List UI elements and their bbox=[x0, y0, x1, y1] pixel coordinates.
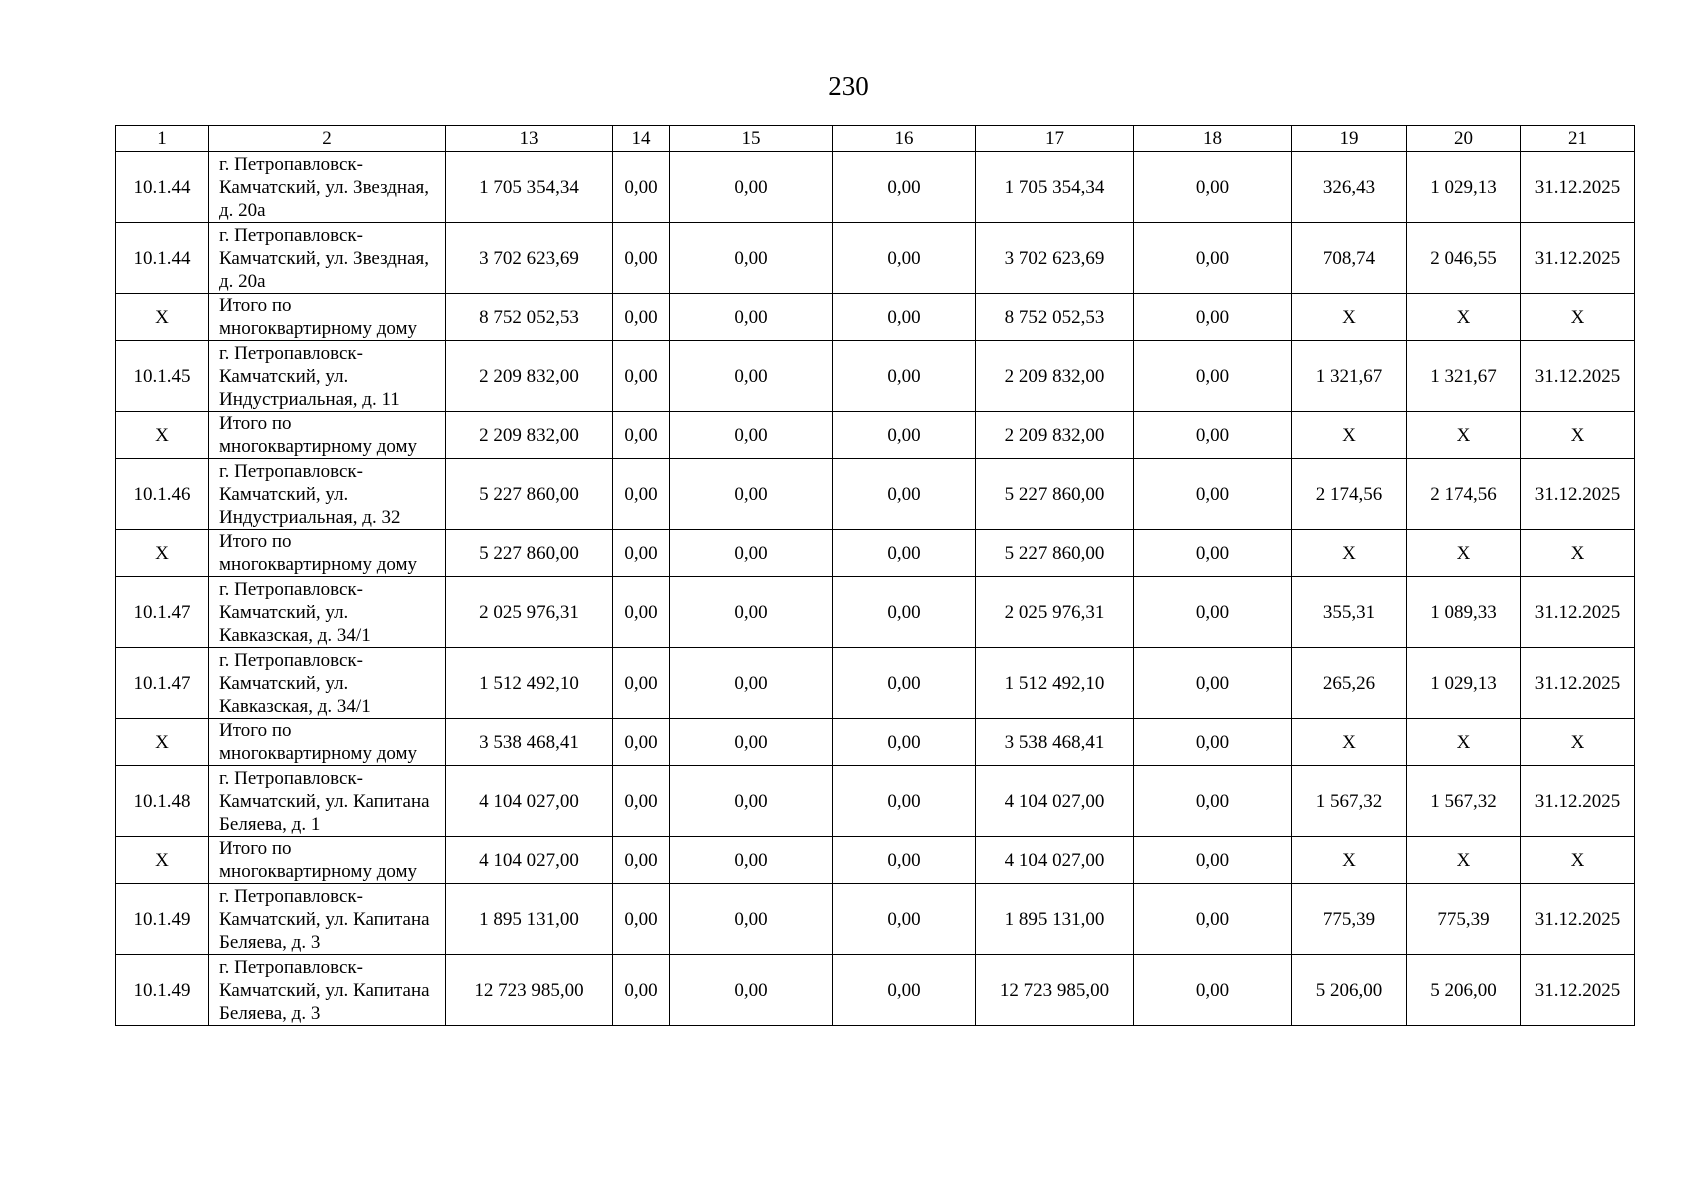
value-cell: 2 174,56 bbox=[1292, 459, 1407, 530]
value-cell: 4 104 027,00 bbox=[446, 766, 613, 837]
value-cell: 0,00 bbox=[833, 459, 976, 530]
total-row bbox=[116, 412, 1635, 459]
value-cell: 0,00 bbox=[670, 766, 833, 837]
row-number-cell: 10.1.47 bbox=[116, 577, 209, 648]
row-number-cell: 10.1.44 bbox=[116, 152, 209, 223]
register-table bbox=[115, 125, 1635, 1026]
value-cell: 2 025 976,31 bbox=[976, 577, 1134, 648]
address-cell: г. Петропавловск-Камчатский, ул. Звездная, д. 20а bbox=[209, 152, 446, 223]
table-row bbox=[116, 223, 1635, 294]
value-cell: 0,00 bbox=[833, 766, 976, 837]
value-cell: 3 538 468,41 bbox=[976, 719, 1134, 766]
value-cell: 775,39 bbox=[1292, 884, 1407, 955]
value-cell: 0,00 bbox=[613, 884, 670, 955]
value-cell: 5 227 860,00 bbox=[446, 459, 613, 530]
table-row bbox=[116, 884, 1635, 955]
value-cell: 31.12.2025 bbox=[1521, 152, 1635, 223]
value-cell: 5 206,00 bbox=[1292, 955, 1407, 1026]
value-cell: 0,00 bbox=[1134, 530, 1292, 577]
value-cell: 31.12.2025 bbox=[1521, 648, 1635, 719]
value-cell: 0,00 bbox=[670, 294, 833, 341]
value-cell: 0,00 bbox=[1134, 152, 1292, 223]
value-cell: 0,00 bbox=[1134, 412, 1292, 459]
value-cell: Х bbox=[1521, 412, 1635, 459]
value-cell: 0,00 bbox=[670, 530, 833, 577]
value-cell: 1 321,67 bbox=[1407, 341, 1521, 412]
value-cell: 0,00 bbox=[1134, 837, 1292, 884]
value-cell: 3 702 623,69 bbox=[976, 223, 1134, 294]
value-cell: Х bbox=[1521, 719, 1635, 766]
value-cell: 31.12.2025 bbox=[1521, 955, 1635, 1026]
value-cell: 12 723 985,00 bbox=[976, 955, 1134, 1026]
value-cell: 1 895 131,00 bbox=[976, 884, 1134, 955]
value-cell: 0,00 bbox=[1134, 648, 1292, 719]
value-cell: 0,00 bbox=[1134, 955, 1292, 1026]
value-cell: Х bbox=[1407, 837, 1521, 884]
value-cell: 1 705 354,34 bbox=[976, 152, 1134, 223]
row-number-cell: Х bbox=[116, 294, 209, 341]
value-cell: 8 752 052,53 bbox=[446, 294, 613, 341]
table-row bbox=[116, 341, 1635, 412]
value-cell: 0,00 bbox=[613, 530, 670, 577]
value-cell: 0,00 bbox=[670, 341, 833, 412]
row-number-cell: 10.1.48 bbox=[116, 766, 209, 837]
value-cell: 5 227 860,00 bbox=[976, 530, 1134, 577]
value-cell: 0,00 bbox=[833, 837, 976, 884]
value-cell: 1 512 492,10 bbox=[976, 648, 1134, 719]
value-cell: 0,00 bbox=[613, 459, 670, 530]
value-cell: Х bbox=[1292, 719, 1407, 766]
value-cell: Х bbox=[1521, 837, 1635, 884]
value-cell: 326,43 bbox=[1292, 152, 1407, 223]
value-cell: 0,00 bbox=[1134, 341, 1292, 412]
address-cell: г. Петропавловск-Камчатский, ул. Капитана Беляева, д. 3 bbox=[209, 955, 446, 1026]
value-cell: 4 104 027,00 bbox=[446, 837, 613, 884]
value-cell: 0,00 bbox=[613, 341, 670, 412]
value-cell: Х bbox=[1407, 719, 1521, 766]
value-cell: 2 174,56 bbox=[1407, 459, 1521, 530]
value-cell: Х bbox=[1407, 412, 1521, 459]
address-cell: г. Петропавловск-Камчатский, ул. Капитана Беляева, д. 1 bbox=[209, 766, 446, 837]
value-cell: 5 227 860,00 bbox=[976, 459, 1134, 530]
value-cell: 0,00 bbox=[833, 294, 976, 341]
row-number-cell: Х bbox=[116, 837, 209, 884]
value-cell: 0,00 bbox=[670, 955, 833, 1026]
value-cell: 0,00 bbox=[833, 884, 976, 955]
address-cell: Итого по многоквартирному дому bbox=[209, 294, 446, 341]
value-cell: 2 046,55 bbox=[1407, 223, 1521, 294]
value-cell: 1 895 131,00 bbox=[446, 884, 613, 955]
value-cell: 0,00 bbox=[613, 294, 670, 341]
table-row bbox=[116, 648, 1635, 719]
address-cell: г. Петропавловск-Камчатский, ул. Индустриальная, д. 32 bbox=[209, 459, 446, 530]
value-cell: 0,00 bbox=[670, 837, 833, 884]
value-cell: Х bbox=[1292, 294, 1407, 341]
value-cell: 1 512 492,10 bbox=[446, 648, 613, 719]
value-cell: 0,00 bbox=[670, 648, 833, 719]
value-cell: 0,00 bbox=[833, 955, 976, 1026]
value-cell: 0,00 bbox=[1134, 459, 1292, 530]
value-cell: 1 705 354,34 bbox=[446, 152, 613, 223]
row-number-cell: 10.1.47 bbox=[116, 648, 209, 719]
value-cell: Х bbox=[1292, 530, 1407, 577]
value-cell: 355,31 bbox=[1292, 577, 1407, 648]
value-cell: 0,00 bbox=[613, 766, 670, 837]
address-cell: г. Петропавловск-Камчатский, ул. Капитана Беляева, д. 3 bbox=[209, 884, 446, 955]
value-cell: 0,00 bbox=[833, 719, 976, 766]
address-cell: Итого по многоквартирному дому bbox=[209, 719, 446, 766]
value-cell: 31.12.2025 bbox=[1521, 223, 1635, 294]
column-header: 18 bbox=[1134, 126, 1292, 152]
value-cell: 3 702 623,69 bbox=[446, 223, 613, 294]
address-cell: Итого по многоквартирному дому bbox=[209, 837, 446, 884]
table-row bbox=[116, 577, 1635, 648]
value-cell: Х bbox=[1521, 530, 1635, 577]
value-cell: 0,00 bbox=[833, 152, 976, 223]
value-cell: 0,00 bbox=[1134, 577, 1292, 648]
value-cell: 0,00 bbox=[613, 577, 670, 648]
value-cell: 0,00 bbox=[613, 955, 670, 1026]
value-cell: 0,00 bbox=[833, 648, 976, 719]
address-cell: г. Петропавловск-Камчатский, ул. Кавказская, д. 34/1 bbox=[209, 648, 446, 719]
value-cell: Х bbox=[1292, 412, 1407, 459]
total-row bbox=[116, 719, 1635, 766]
page-number: 230 bbox=[828, 71, 869, 101]
value-cell: Х bbox=[1407, 530, 1521, 577]
value-cell: 0,00 bbox=[613, 837, 670, 884]
value-cell: 4 104 027,00 bbox=[976, 766, 1134, 837]
value-cell: 1 567,32 bbox=[1407, 766, 1521, 837]
value-cell: 1 321,67 bbox=[1292, 341, 1407, 412]
value-cell: Х bbox=[1407, 294, 1521, 341]
value-cell: 8 752 052,53 bbox=[976, 294, 1134, 341]
value-cell: 31.12.2025 bbox=[1521, 766, 1635, 837]
value-cell: 775,39 bbox=[1407, 884, 1521, 955]
value-cell: 265,26 bbox=[1292, 648, 1407, 719]
value-cell: 0,00 bbox=[833, 530, 976, 577]
address-cell: Итого по многоквартирному дому bbox=[209, 412, 446, 459]
value-cell: 0,00 bbox=[833, 223, 976, 294]
value-cell: Х bbox=[1292, 837, 1407, 884]
value-cell: Х bbox=[1521, 294, 1635, 341]
value-cell: 31.12.2025 bbox=[1521, 459, 1635, 530]
table-row bbox=[116, 152, 1635, 223]
value-cell: 1 089,33 bbox=[1407, 577, 1521, 648]
value-cell: 0,00 bbox=[670, 884, 833, 955]
value-cell: 0,00 bbox=[833, 412, 976, 459]
value-cell: 0,00 bbox=[833, 577, 976, 648]
row-number-cell: Х bbox=[116, 530, 209, 577]
value-cell: 0,00 bbox=[613, 412, 670, 459]
value-cell: 3 538 468,41 bbox=[446, 719, 613, 766]
value-cell: 0,00 bbox=[613, 223, 670, 294]
address-cell: г. Петропавловск-Камчатский, ул. Кавказская, д. 34/1 bbox=[209, 577, 446, 648]
value-cell: 0,00 bbox=[833, 341, 976, 412]
value-cell: 0,00 bbox=[670, 152, 833, 223]
value-cell: 31.12.2025 bbox=[1521, 884, 1635, 955]
value-cell: 1 029,13 bbox=[1407, 152, 1521, 223]
header-row bbox=[116, 126, 1635, 152]
value-cell: 0,00 bbox=[670, 719, 833, 766]
column-header: 14 bbox=[613, 126, 670, 152]
table-row bbox=[116, 955, 1635, 1026]
value-cell: 0,00 bbox=[613, 719, 670, 766]
column-header: 17 bbox=[976, 126, 1134, 152]
value-cell: 2 209 832,00 bbox=[976, 412, 1134, 459]
row-number-cell: Х bbox=[116, 412, 209, 459]
row-number-cell: 10.1.49 bbox=[116, 955, 209, 1026]
value-cell: 31.12.2025 bbox=[1521, 341, 1635, 412]
column-header: 19 bbox=[1292, 126, 1407, 152]
row-number-cell: 10.1.45 bbox=[116, 341, 209, 412]
address-cell: Итого по многоквартирному дому bbox=[209, 530, 446, 577]
value-cell: 31.12.2025 bbox=[1521, 577, 1635, 648]
value-cell: 0,00 bbox=[613, 152, 670, 223]
value-cell: 5 227 860,00 bbox=[446, 530, 613, 577]
value-cell: 2 209 832,00 bbox=[446, 341, 613, 412]
value-cell: 2 209 832,00 bbox=[976, 341, 1134, 412]
value-cell: 1 567,32 bbox=[1292, 766, 1407, 837]
column-header: 15 bbox=[670, 126, 833, 152]
row-number-cell: 10.1.44 bbox=[116, 223, 209, 294]
value-cell: 2 025 976,31 bbox=[446, 577, 613, 648]
address-cell: г. Петропавловск-Камчатский, ул. Звездная, д. 20а bbox=[209, 223, 446, 294]
value-cell: 1 029,13 bbox=[1407, 648, 1521, 719]
column-header: 13 bbox=[446, 126, 613, 152]
value-cell: 2 209 832,00 bbox=[446, 412, 613, 459]
value-cell: 5 206,00 bbox=[1407, 955, 1521, 1026]
value-cell: 0,00 bbox=[670, 223, 833, 294]
address-cell: г. Петропавловск-Камчатский, ул. Индустриальная, д. 11 bbox=[209, 341, 446, 412]
value-cell: 0,00 bbox=[613, 648, 670, 719]
column-header: 16 bbox=[833, 126, 976, 152]
row-number-cell: Х bbox=[116, 719, 209, 766]
total-row bbox=[116, 530, 1635, 577]
value-cell: 708,74 bbox=[1292, 223, 1407, 294]
row-number-cell: 10.1.49 bbox=[116, 884, 209, 955]
value-cell: 0,00 bbox=[670, 577, 833, 648]
value-cell: 0,00 bbox=[1134, 294, 1292, 341]
value-cell: 0,00 bbox=[670, 412, 833, 459]
value-cell: 0,00 bbox=[670, 459, 833, 530]
column-header: 2 bbox=[209, 126, 446, 152]
total-row bbox=[116, 294, 1635, 341]
table-row bbox=[116, 766, 1635, 837]
value-cell: 4 104 027,00 bbox=[976, 837, 1134, 884]
value-cell: 0,00 bbox=[1134, 884, 1292, 955]
column-header: 1 bbox=[116, 126, 209, 152]
value-cell: 0,00 bbox=[1134, 719, 1292, 766]
value-cell: 12 723 985,00 bbox=[446, 955, 613, 1026]
table-row bbox=[116, 459, 1635, 530]
value-cell: 0,00 bbox=[1134, 766, 1292, 837]
column-header: 20 bbox=[1407, 126, 1521, 152]
row-number-cell: 10.1.46 bbox=[116, 459, 209, 530]
value-cell: 0,00 bbox=[1134, 223, 1292, 294]
total-row bbox=[116, 837, 1635, 884]
column-header: 21 bbox=[1521, 126, 1635, 152]
